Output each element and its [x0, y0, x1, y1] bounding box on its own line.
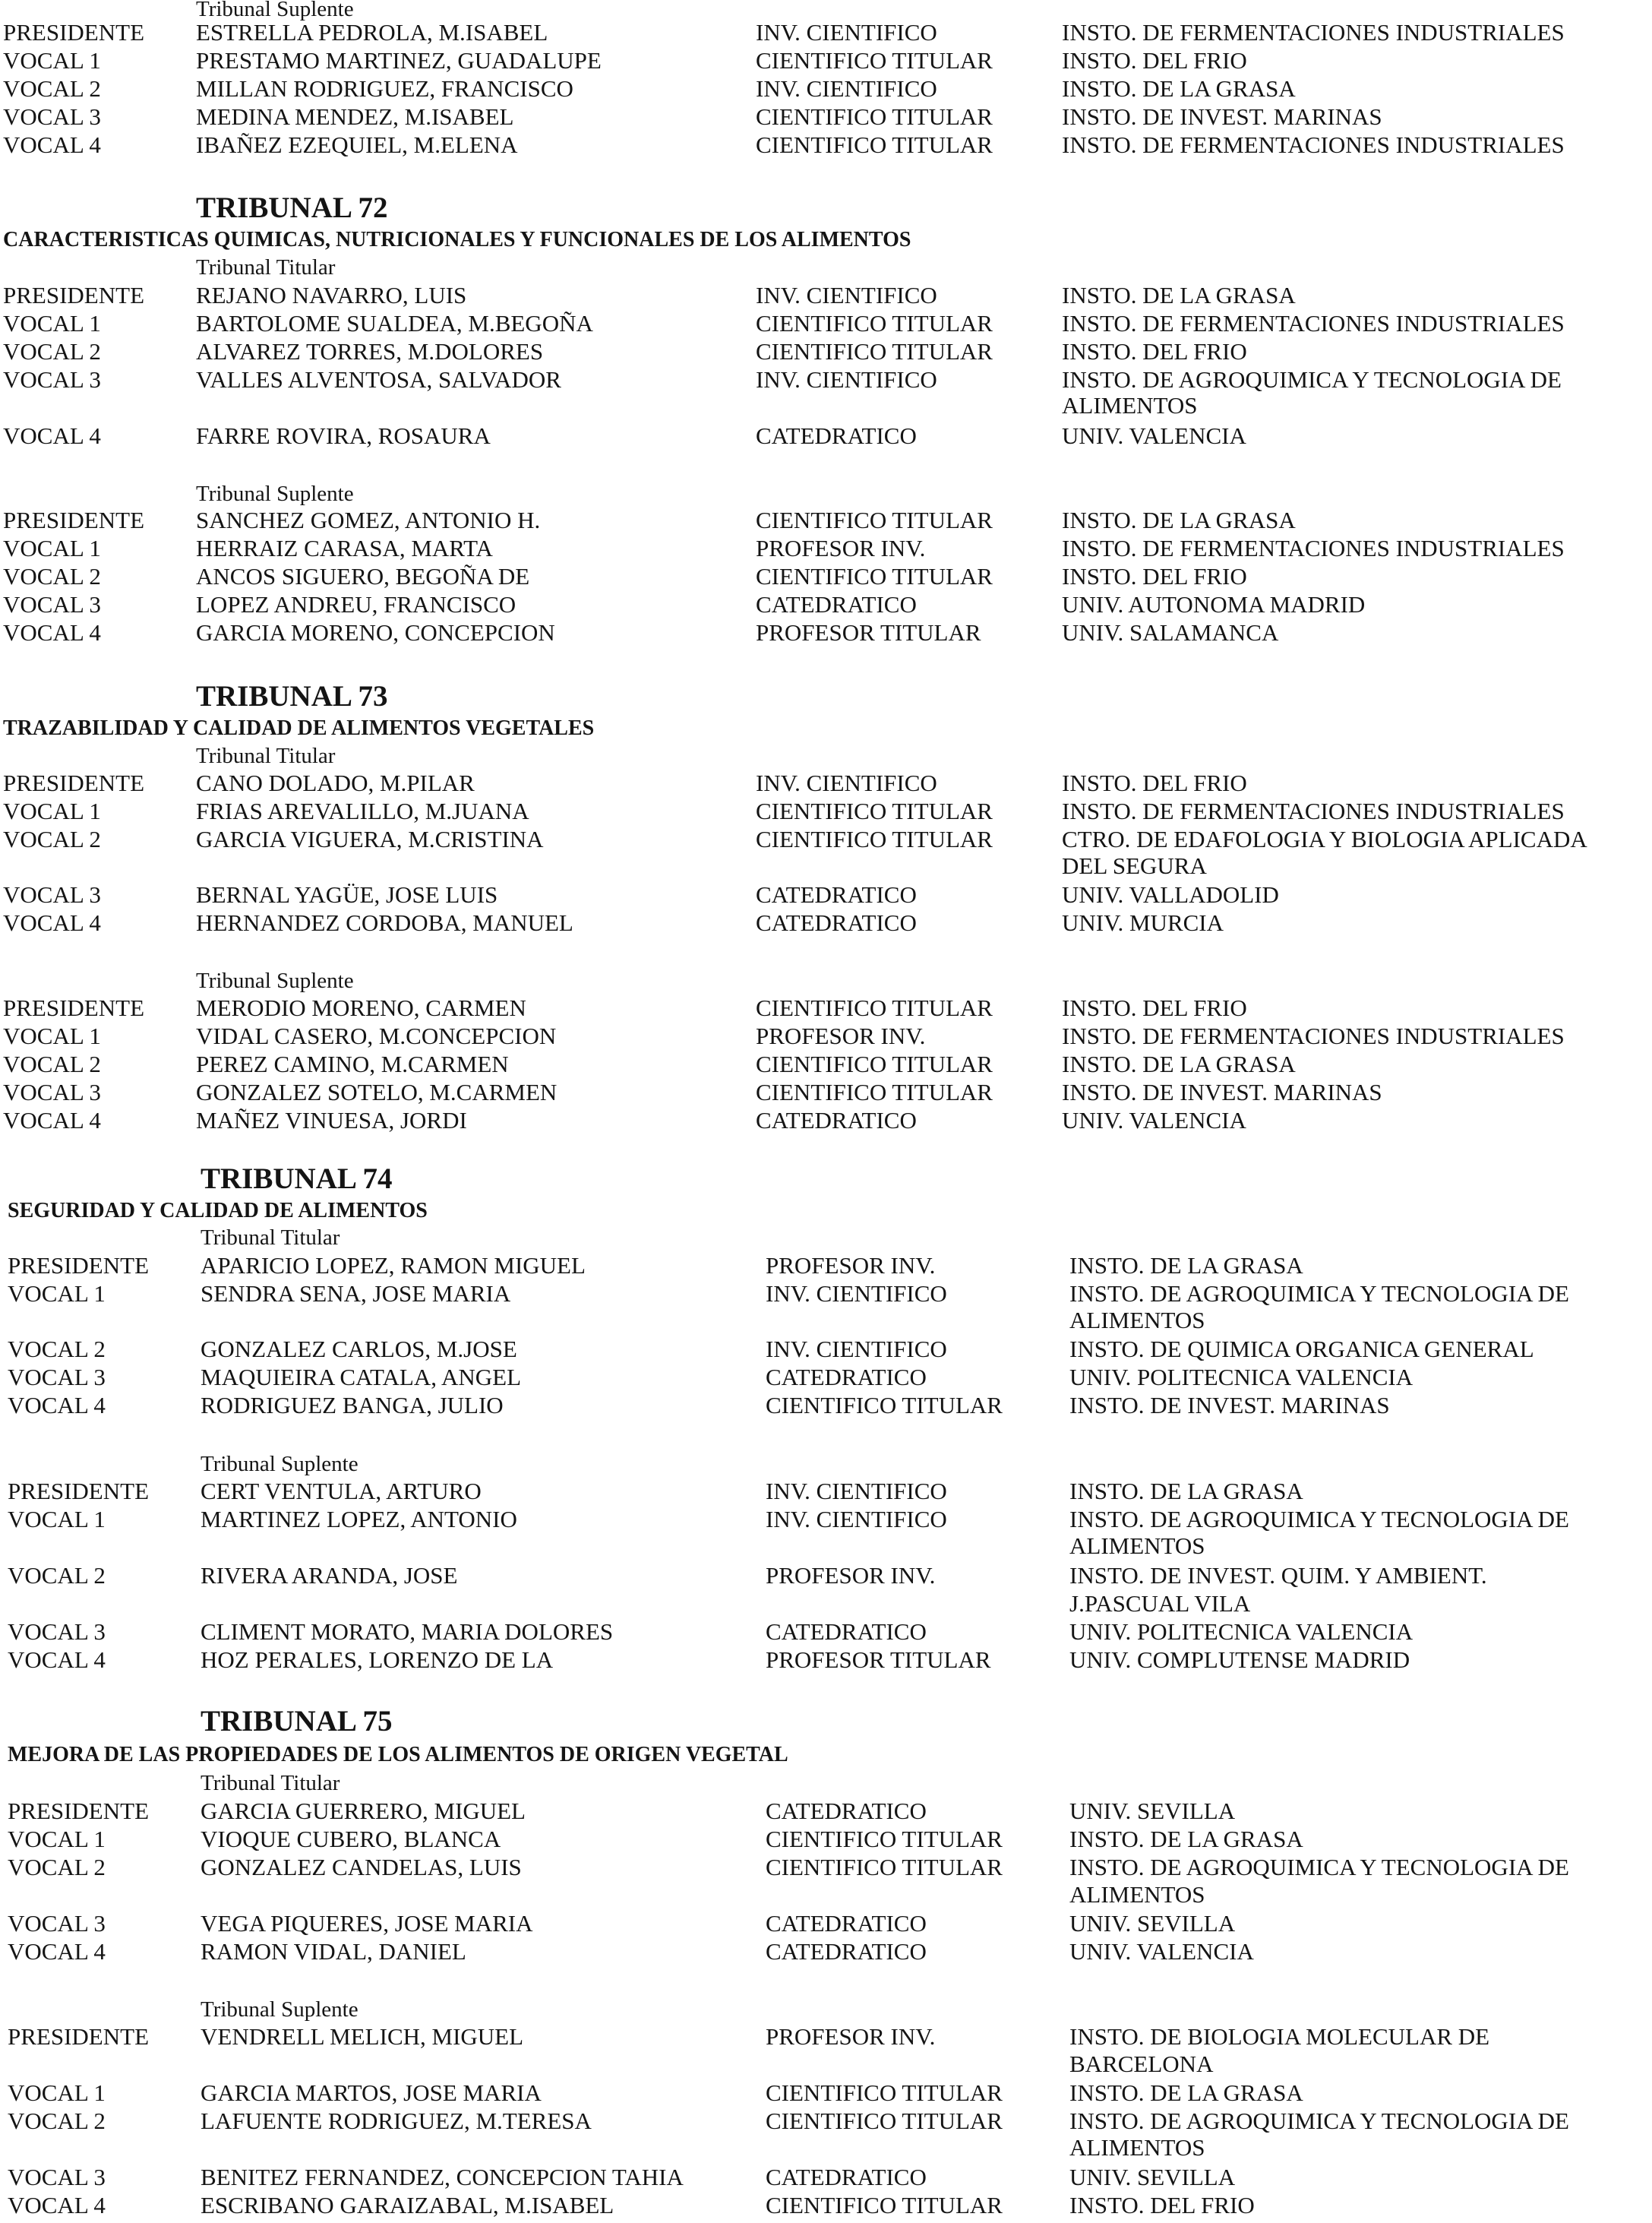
- document-page: Tribunal Suplente PRESIDENTE ESTRELLA PEDROLA, M.ISABEL INV. CIENTIFICO INSTO. DE FERMENTACIONES INDUSTRIALES VOCAL 1 PRESTAMO MARTINEZ, GUADALUPE CIENTIFICO TITULAR INSTO. DEL FRIO VOCAL 2 MILLAN RODRIGUEZ, FRANCISCO INV. CIENTIFICO INSTO. DE LA GRASA VOCAL 3 MEDINA MENDEZ, M.ISABEL CIENTIFICO TITULAR INSTO. DE INVEST. MARINAS VOCAL 4 IBAÑEZ EZEQUIEL, M.ELENA CIENTIFICO TITULAR INSTO. DE FERMENTACIONES INDUSTRIALES TRIBUNAL 72 CARACTERISTICAS QUIMICAS, NUTRICIONALES Y FUNCIONALES DE LOS ALIMENTOS Tribunal Titular PRESIDENTE REJANO NAVARRO, LUIS INV. CIENTIFICO INSTO. DE LA GRASA VOCAL 1 BARTOLOME SUALDEA, M.BEGOÑA CIENTIFICO TITULAR INSTO. DE FERMENTACIONES INDUSTRIALES VOCAL 2 ALVAREZ TORRES, M.DOLORES CIENTIFICO TITULAR INSTO. DEL FRIO VOCAL 3 VALLES ALVENTOSA, SALVADOR INV. CIENTIFICO INSTO. DE AGROQUIMICA Y TECNOLOGIA DE ALIMENTOS VOCAL 4 FARRE ROVIRA, ROSAURA CATEDRATICO UNIV. VALENCIA Tribunal Suplente PRESIDENTE SANCHEZ GOMEZ, ANTONIO H. CIENTIFICO TITULAR INSTO. DE LA GRASA VOCAL 1 HERRAIZ CARASA, MARTA PROFESOR INV. INSTO. DE FERMENTACIONES INDUSTRIALES VOCAL 2 ANCOS SIGUERO, BEGOÑA DE CIENTIFICO TITULAR INSTO. DEL FRIO VOCAL 3 LOPEZ ANDREU, FRANCISCO CATEDRATICO UNIV. AUTONOMA MADRID VOCAL 4 GARCIA MORENO, CONCEPCION PROFESOR TITULAR UNIV. SALAMANCA TRIBUNAL 73 TRAZABILIDAD Y CALIDAD DE ALIMENTOS VEGETALES Tribunal Titular PRESIDENTE CANO DOLADO, M.PILAR INV. CIENTIFICO INSTO. DEL FRIO VOCAL 1 FRIAS AREVALILLO, M.JUANA CIENTIFICO TITULAR INSTO. DE FERMENTACIONES INDUSTRIALES VOCAL 2 GARCIA VIGUERA, M.CRISTINA CIENTIFICO TITULAR CTRO. DE EDAFOLOGIA Y BIOLOGIA APLICADA DEL SEGURA VOCAL 3 BERNAL YAGÜE, JOSE LUIS CATEDRATICO UNIV. VALLADOLID VOCAL 4 HERNANDEZ CORDOBA, MANUEL CATEDRATICO UNIV. MURCIA Tribunal Suplente PRESIDENTE MERODIO MORENO, CARMEN CIENTIFICO TITULAR INSTO. DEL FRIO VOCAL 1 VIDAL CASERO, M.CONCEPCION PROFESOR INV. INSTO. DE FERMENTACIONES INDUSTRIALES VOCAL 2 PEREZ CAMINO, M.CARMEN CIENTIFICO TITULAR INSTO. DE LA GRASA VOCAL 3 GONZALEZ SOTELO, M.CARMEN CIENTIFICO TITULAR INSTO. DE INVEST. MARINAS VOCAL 4 MAÑEZ VINUESA, JORDI CATEDRATICO UNIV. VALENCIA TRIBUNAL 74 SEGURIDAD Y CALIDAD DE ALIMENTOS Tribunal Titular PRESIDENTE APARICIO LOPEZ, RAMON MIGUEL PROFESOR INV. INSTO. DE LA GRASA VOCAL 1 SENDRA SENA, JOSE MARIA INV. CIENTIFICO INSTO. DE AGROQUIMICA Y TECNOLOGIA DE ALIMENTOS VOCAL 2 GONZALEZ CARLOS, M.JOSE INV. CIENTIFICO INSTO. DE QUIMICA ORGANICA GENERAL VOCAL 3 MAQUIEIRA CATALA, ANGEL CATEDRATICO UNIV. POLITECNICA VALENCIA VOCAL 4 RODRIGUEZ BANGA, JULIO CIENTIFICO TITULAR INSTO. DE INVEST. MARINAS Tribunal Suplente PRESIDENTE CERT VENTULA, ARTURO INV. CIENTIFICO INSTO. DE LA GRASA VOCAL 1 MARTINEZ LOPEZ, ANTONIO INV. CIENTIFICO INSTO. DE AGROQUIMICA Y TECNOLOGIA DE ALIMENTOS VOCAL 2 RIVERA ARANDA, JOSE PROFESOR INV. INSTO. DE INVEST. QUIM. Y AMBIENT. J.PASCUAL VILA VOCAL 3 CLIMENT MORATO, MARIA DOLORES CATEDRATICO UNIV. POLITECNICA VALENCIA VOCAL 4 HOZ PERALES, LORENZO DE LA PROFESOR TITULAR UNIV. COMPLUTENSE MADRID TRIBUNAL 75 MEJORA DE LAS PROPIEDADES DE LOS ALIMENTOS DE ORIGEN VEGETAL Tribunal Titular PRESIDENTE GARCIA GUERRERO, MIGUEL CATEDRATICO UNIV. SEVILLA VOCAL 1 VIOQUE CUBERO, BLANCA CIENTIFICO TITULAR INSTO. DE LA GRASA VOCAL 2 GONZALEZ CANDELAS, LUIS CIENTIFICO TITULAR INSTO. DE AGROQUIMICA Y TECNOLOGIA DE ALIMENTOS VOCAL 3 VEGA PIQUERES, JOSE MARIA CATEDRATICO UNIV. SEVILLA VOCAL 4 RAMON VIDAL, DANIEL CATEDRATICO UNIV. VALENCIA Tribunal Suplente PRESIDENTE VENDRELL MELICH, MIGUEL PROFESOR INV. INSTO. DE BIOLOGIA MOLECULAR DE BARCELONA VOCAL 1 GARCIA MARTOS, JOSE MARIA CIENTIFICO TITULAR INSTO. DE LA GRASA VOCAL 2 LAFUENTE RODRIGUEZ, M.TERESA CIENTIFICO TITULAR INSTO. DE AGROQUIMICA Y TECNOLOGIA DE ALIMENTOS VOCAL 3 BENITEZ FERNANDEZ, CONCEPCION TAHIA CATEDRATICO UNIV. SEVILLA VOCAL 4 ESCRIBANO GARAIZABAL, M.ISABEL CIENTIFICO TITULAR INSTO. DEL FRIO: [3, 0, 1587, 2218]
